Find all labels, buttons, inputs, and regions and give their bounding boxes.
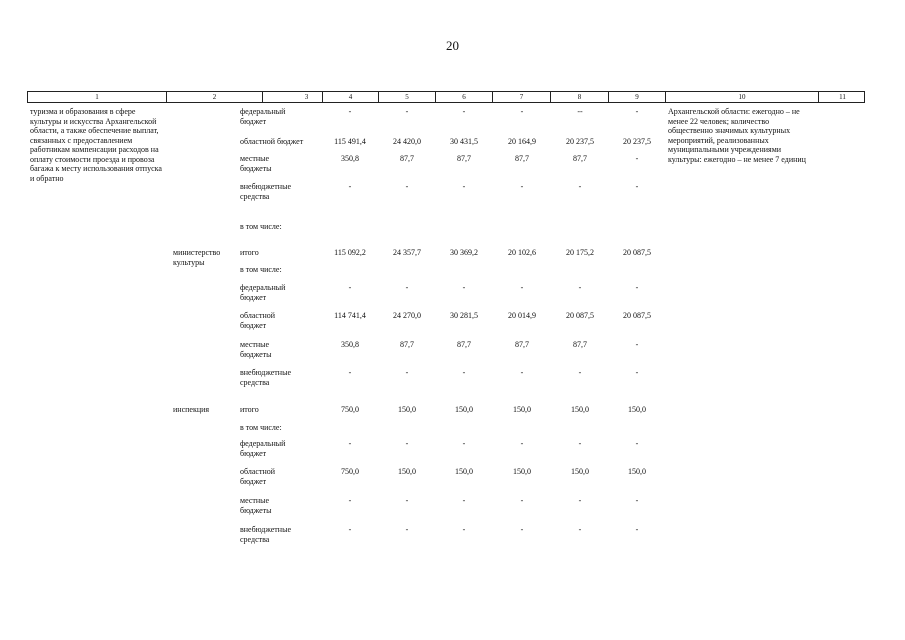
table-header-row xyxy=(27,91,865,103)
cell: - xyxy=(462,525,466,534)
cell: - xyxy=(348,107,352,116)
cell: - xyxy=(462,182,466,191)
row-label: внебюджетные средства xyxy=(240,182,291,201)
header-cell: 6 xyxy=(435,92,492,102)
cell: 87,7 xyxy=(457,340,471,349)
cell: - xyxy=(348,283,352,292)
cell: 87,7 xyxy=(400,340,414,349)
cell: - xyxy=(520,107,524,116)
cell: 150,0 xyxy=(455,405,473,414)
cell: 150,0 xyxy=(571,405,589,414)
cell: 30 281,5 xyxy=(450,311,478,320)
cell: - xyxy=(635,283,639,292)
cell: 87,7 xyxy=(573,154,587,163)
cell: 24 270,0 xyxy=(393,311,421,320)
cell: 750,0 xyxy=(341,467,359,476)
cell: - xyxy=(635,368,639,377)
cell: 30 369,2 xyxy=(450,248,478,257)
cell: - xyxy=(405,107,409,116)
cell: 150,0 xyxy=(628,467,646,476)
cell: - xyxy=(578,283,582,292)
header-cell: 8 xyxy=(550,92,608,102)
row-label: федеральный бюджет xyxy=(240,107,286,126)
cell: - xyxy=(405,182,409,191)
cell: - xyxy=(635,525,639,534)
row-label: внебюджетные средства xyxy=(240,525,291,544)
cell: 350,8 xyxy=(341,340,359,349)
row-label: местные бюджеты xyxy=(240,340,272,359)
cell: - xyxy=(635,182,639,191)
header-cell: 9 xyxy=(608,92,665,102)
row-label: федеральный бюджет xyxy=(240,439,286,458)
cell: - xyxy=(520,182,524,191)
cell: - xyxy=(635,439,639,448)
cell: 87,7 xyxy=(400,154,414,163)
cell: 150,0 xyxy=(513,467,531,476)
cell: - xyxy=(520,283,524,292)
cell: 20 102,6 xyxy=(508,248,536,257)
sub-heading: в том числе: xyxy=(240,423,282,432)
row-label: внебюджетные средства xyxy=(240,368,291,387)
cell: - xyxy=(635,107,639,116)
cell: - xyxy=(578,439,582,448)
cell: 150,0 xyxy=(571,467,589,476)
row-label: областной бюджет xyxy=(240,467,276,486)
header-cell: 1 xyxy=(95,93,99,101)
cell: - xyxy=(405,439,409,448)
row-label: итого xyxy=(240,248,259,257)
cell: 20 087,5 xyxy=(623,311,651,320)
cell: - xyxy=(578,496,582,505)
cell: - xyxy=(635,340,639,349)
page-number: 20 xyxy=(446,38,459,53)
cell: - xyxy=(520,368,524,377)
cell: - xyxy=(348,368,352,377)
cell: - xyxy=(520,525,524,534)
cell: 150,0 xyxy=(398,467,416,476)
header-cell: 11 xyxy=(818,92,866,102)
cell: 114 741,4 xyxy=(334,311,366,320)
row-label: итого xyxy=(240,405,259,414)
header-cell: 10 xyxy=(665,92,818,102)
indicators-description: Архангельской области: ежегодно – не менее 22 человек; количество общественно значимых культурных мероприятий, реализованных муниципальными учреждениями культуры: ежегодно – не менее 7 единиц xyxy=(668,107,806,164)
executor-label: министерство культуры xyxy=(173,248,221,267)
header-cell: 3 xyxy=(262,92,350,102)
cell: -- xyxy=(577,107,583,116)
cell: 20 164,9 xyxy=(508,137,536,146)
cell: 30 431,5 xyxy=(450,137,478,146)
cell: 350,8 xyxy=(341,154,359,163)
cell: 150,0 xyxy=(628,405,646,414)
cell: - xyxy=(520,496,524,505)
cell: - xyxy=(462,496,466,505)
header-cell: 5 xyxy=(378,92,435,102)
cell: 87,7 xyxy=(515,154,529,163)
cell: - xyxy=(462,283,466,292)
cell: 20 237,5 xyxy=(623,137,651,146)
cell: - xyxy=(348,439,352,448)
cell: 20 087,5 xyxy=(623,248,651,257)
cell: 20 237,5 xyxy=(566,137,594,146)
cell: - xyxy=(462,439,466,448)
cell: - xyxy=(462,107,466,116)
cell: - xyxy=(462,368,466,377)
cell: - xyxy=(405,283,409,292)
sub-heading: в том числе: xyxy=(240,265,282,274)
cell: 150,0 xyxy=(455,467,473,476)
cell: 87,7 xyxy=(515,340,529,349)
row-label: областной бюджет xyxy=(240,137,304,146)
cell: - xyxy=(578,368,582,377)
cell: 115 092,2 xyxy=(334,248,366,257)
activity-description: туризма и образования в сфере культуры и искусства Архангельской области, а также обеспечение выплат, связанных с предоставлением работникам компенсации расходов на оплату стоимости проезда и провоза багажа к месту использования отпуска и обратно xyxy=(30,107,162,183)
row-label: местные бюджеты xyxy=(240,496,272,515)
cell: - xyxy=(348,496,352,505)
cell: 87,7 xyxy=(457,154,471,163)
cell: 24 420,0 xyxy=(393,137,421,146)
cell: - xyxy=(348,525,352,534)
cell: 87,7 xyxy=(573,340,587,349)
row-label: федеральный бюджет xyxy=(240,283,286,302)
cell: 20 014,9 xyxy=(508,311,536,320)
cell: 150,0 xyxy=(398,405,416,414)
cell: 20 087,5 xyxy=(566,311,594,320)
cell: - xyxy=(578,525,582,534)
executor-label: инспекция xyxy=(173,405,210,414)
cell: - xyxy=(635,496,639,505)
header-cell: 2 xyxy=(166,92,262,102)
cell: 115 491,4 xyxy=(334,137,366,146)
cell: 24 357,7 xyxy=(393,248,421,257)
header-cell: 7 xyxy=(492,92,550,102)
cell: - xyxy=(348,182,352,191)
row-label: местные бюджеты xyxy=(240,154,272,173)
cell: 20 175,2 xyxy=(566,248,594,257)
cell: 750,0 xyxy=(341,405,359,414)
cell: - xyxy=(578,182,582,191)
cell: - xyxy=(635,154,639,163)
cell: - xyxy=(405,496,409,505)
cell: - xyxy=(520,439,524,448)
sub-heading: в том числе: xyxy=(240,222,282,231)
header-cell: 4 xyxy=(322,92,378,102)
cell: - xyxy=(405,368,409,377)
cell: - xyxy=(405,525,409,534)
cell: 150,0 xyxy=(513,405,531,414)
row-label: областной бюджет xyxy=(240,311,276,330)
